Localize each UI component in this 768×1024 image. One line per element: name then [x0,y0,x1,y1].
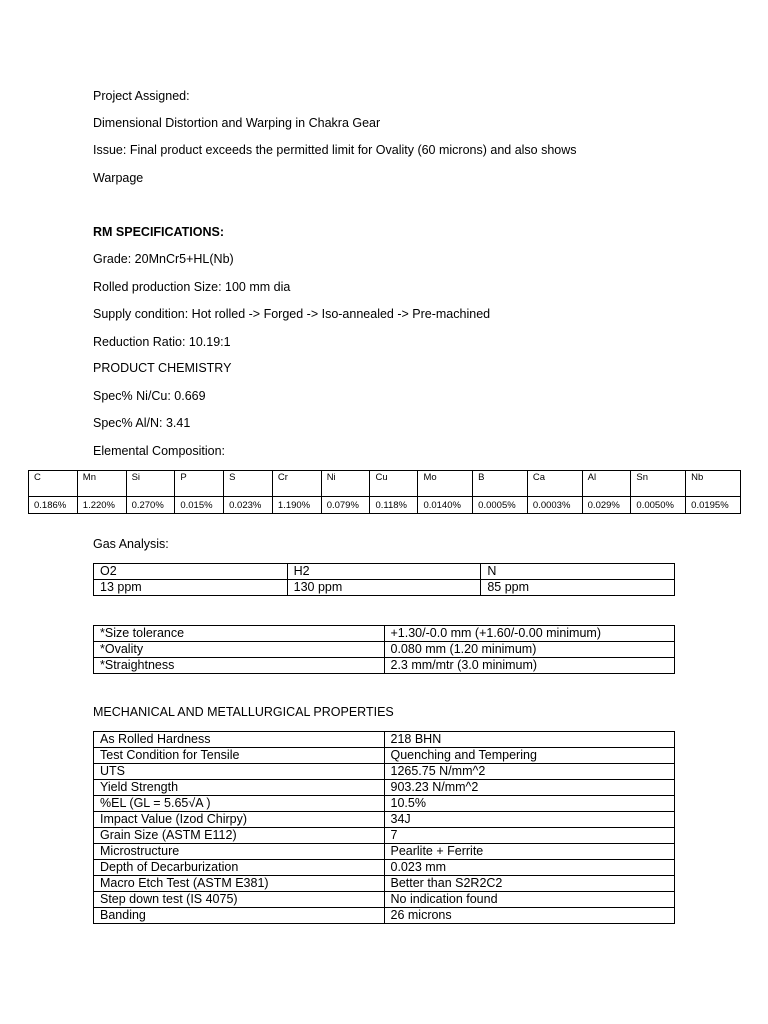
element-header: Nb [686,471,741,497]
supply-line: Supply condition: Hot rolled -> Forged -> Iso-annealed -> Pre-machined [93,307,491,321]
chemistry-heading: PRODUCT CHEMISTRY [93,361,232,375]
element-header: Ca [527,471,582,497]
reduction-line: Reduction Ratio: 10.19:1 [93,335,231,349]
element-value: 0.0195% [686,497,741,514]
element-value: 0.186% [29,497,78,514]
element-header: Al [582,471,631,497]
elemental-label: Elemental Composition: [93,444,226,458]
element-header: S [224,471,273,497]
property-value: 34J [384,812,675,828]
table-row [94,626,675,642]
tolerance-name: *Straightness [94,658,385,674]
table-row [94,642,675,658]
property-value: Quenching and Tempering [384,748,675,764]
gas-header-row [94,564,675,580]
property-value: 10.5% [384,796,675,812]
property-name: Depth of Decarburization [94,860,385,876]
element-value: 0.270% [126,497,175,514]
gas-value: 13 ppm [94,580,288,596]
tolerance-value: 2.3 mm/mtr (3.0 minimum) [384,658,675,674]
property-name: As Rolled Hardness [94,732,385,748]
property-name: Macro Etch Test (ASTM E381) [94,876,385,892]
table-row [94,796,675,812]
gas-value-row [94,580,675,596]
gas-analysis-label: Gas Analysis: [93,537,169,551]
table-row [94,764,675,780]
mechanical-properties-table [93,731,675,924]
aln-line: Spec% Al/N: 3.41 [93,416,191,430]
property-name: Impact Value (Izod Chirpy) [94,812,385,828]
property-name: Banding [94,908,385,924]
property-value: 0.023 mm [384,860,675,876]
issue-line-2: Warpage [93,171,144,185]
property-name: Grain Size (ASTM E112) [94,828,385,844]
property-name: Test Condition for Tensile [94,748,385,764]
element-header: Cr [272,471,321,497]
table-row [94,748,675,764]
table-row [94,658,675,674]
property-value: 1265.75 N/mm^2 [384,764,675,780]
property-name: Step down test (IS 4075) [94,892,385,908]
property-value: 903.23 N/mm^2 [384,780,675,796]
element-header-row [29,471,741,497]
element-value: 1.220% [77,497,126,514]
mechanical-heading: MECHANICAL AND METALLURGICAL PROPERTIES [93,705,394,719]
gas-header: H2 [287,564,481,580]
tolerance-value: +1.30/-0.0 mm (+1.60/-0.00 minimum) [384,626,675,642]
elemental-composition-table [28,470,741,514]
element-header: P [175,471,224,497]
property-value: 7 [384,828,675,844]
property-name: UTS [94,764,385,780]
project-title: Dimensional Distortion and Warping in Chakra Gear [93,116,381,130]
table-row [94,876,675,892]
gas-value: 85 ppm [481,580,675,596]
element-value: 0.0005% [473,497,528,514]
gas-analysis-table [93,563,675,596]
property-name: Microstructure [94,844,385,860]
element-value: 0.0003% [527,497,582,514]
element-header: Ni [321,471,370,497]
element-header: Mo [418,471,473,497]
element-header: Cu [370,471,418,497]
gas-header: N [481,564,675,580]
element-header: C [29,471,78,497]
property-value: No indication found [384,892,675,908]
tolerance-value: 0.080 mm (1.20 minimum) [384,642,675,658]
tolerance-name: *Size tolerance [94,626,385,642]
element-header: Mn [77,471,126,497]
property-value: Better than S2R2C2 [384,876,675,892]
issue-line-1: Issue: Final product exceeds the permitted limit for Ovality (60 microns) and also shows [93,143,577,157]
table-row [94,732,675,748]
nicu-line: Spec% Ni/Cu: 0.669 [93,389,206,403]
element-value: 0.0050% [631,497,686,514]
tolerance-table [93,625,675,674]
grade-line: Grade: 20MnCr5+HL(Nb) [93,252,234,266]
table-row [94,812,675,828]
element-value: 0.029% [582,497,631,514]
element-header: Sn [631,471,686,497]
element-header: Si [126,471,175,497]
property-value: 218 BHN [384,732,675,748]
property-value: Pearlite + Ferrite [384,844,675,860]
table-row [94,844,675,860]
element-value: 1.190% [272,497,321,514]
element-value-row [29,497,741,514]
element-value: 0.015% [175,497,224,514]
element-value: 0.079% [321,497,370,514]
property-value: 26 microns [384,908,675,924]
rm-heading: RM SPECIFICATIONS: [93,225,225,239]
gas-header: O2 [94,564,288,580]
table-row [94,892,675,908]
table-row [94,828,675,844]
element-header: B [473,471,528,497]
gas-value: 130 ppm [287,580,481,596]
element-value: 0.118% [370,497,418,514]
element-value: 0.023% [224,497,273,514]
tolerance-name: *Ovality [94,642,385,658]
property-name: Yield Strength [94,780,385,796]
property-name: %EL (GL = 5.65√A ) [94,796,385,812]
project-label: Project Assigned: [93,89,190,103]
table-row [94,860,675,876]
table-row [94,780,675,796]
table-row [94,908,675,924]
element-value: 0.0140% [418,497,473,514]
size-line: Rolled production Size: 100 mm dia [93,280,291,294]
